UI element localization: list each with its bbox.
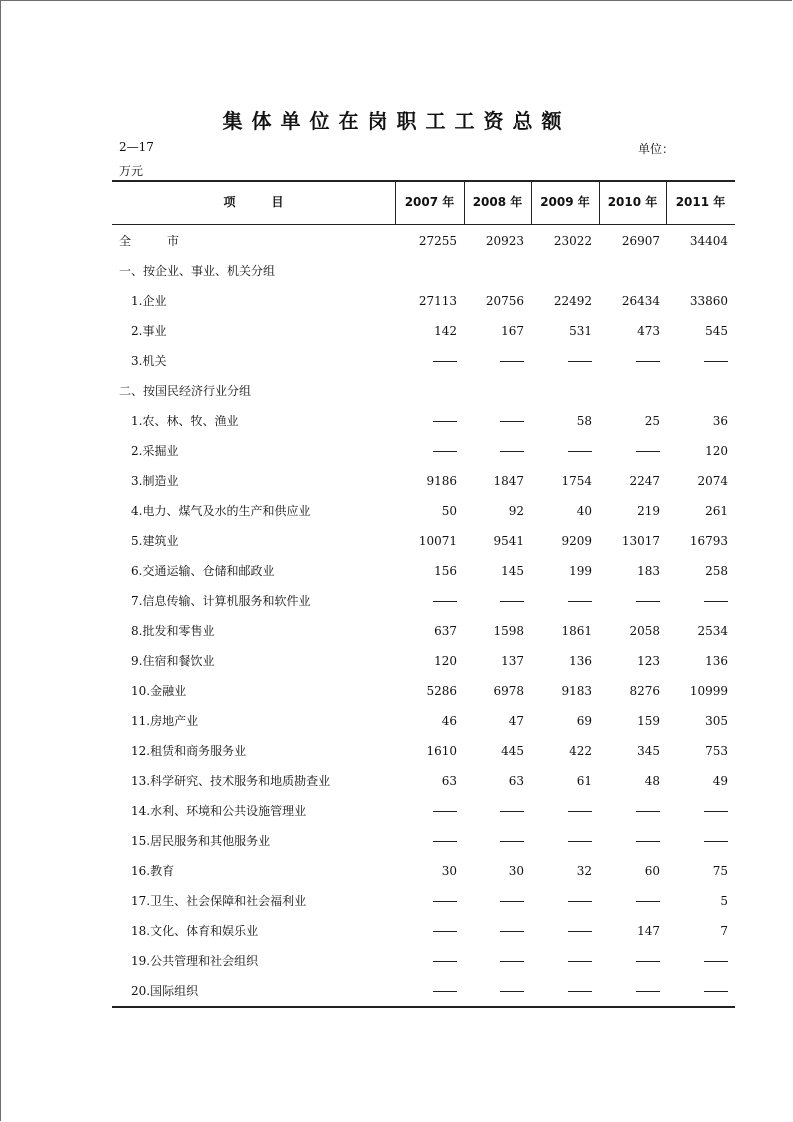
empty-value-dash: [636, 841, 660, 842]
value-cell: 345: [637, 744, 660, 758]
value-cell: 9209: [561, 534, 592, 548]
row-label: 15.居民服务和其他服务业: [131, 834, 271, 848]
row-label: 3.机关: [131, 354, 167, 368]
row-label: 4.电力、煤气及水的生产和供应业: [131, 504, 311, 518]
value-cell: 30: [441, 864, 457, 878]
empty-value-dash: [500, 931, 524, 932]
value-cell: 30: [508, 864, 524, 878]
value-cell: 145: [501, 564, 524, 578]
unit-value: 万元: [119, 164, 144, 178]
table-row: [112, 736, 735, 766]
table-row: [112, 646, 735, 676]
empty-value-dash: [500, 601, 524, 602]
value-cell: 27113: [418, 294, 457, 308]
header-year-2007: 2007 年: [404, 195, 455, 209]
row-label: 1.企业: [131, 294, 167, 308]
value-cell: 1610: [426, 744, 457, 758]
empty-value-dash: [433, 421, 457, 422]
value-cell: 2058: [629, 624, 660, 638]
row-label: 一、按企业、事业、机关分组: [119, 264, 276, 278]
row-label: 19.公共管理和社会组织: [131, 954, 259, 968]
value-cell: 531: [569, 324, 592, 338]
value-cell: 183: [637, 564, 660, 578]
table-row: [112, 406, 735, 436]
value-cell: 60: [644, 864, 660, 878]
empty-value-dash: [636, 601, 660, 602]
empty-value-dash: [568, 841, 592, 842]
table-row: [112, 916, 735, 946]
header-year-2009: 2009 年: [540, 195, 590, 209]
row-label: 1.农、林、牧、渔业: [131, 414, 239, 428]
value-cell: 2074: [697, 474, 728, 488]
empty-value-dash: [704, 841, 728, 842]
empty-value-dash: [704, 811, 728, 812]
value-cell: 20756: [485, 294, 524, 308]
empty-value-dash: [500, 841, 524, 842]
empty-value-dash: [636, 991, 660, 992]
table-row: [112, 346, 735, 376]
table-row: [112, 286, 735, 316]
value-cell: 27255: [418, 234, 457, 248]
value-cell: 9541: [493, 534, 524, 548]
row-label: 12.租赁和商务服务业: [131, 744, 247, 758]
row-label: 2.采掘业: [131, 444, 179, 458]
row-label: 11.房地产业: [131, 714, 199, 728]
value-cell: 63: [508, 774, 524, 788]
value-cell: 47: [508, 714, 524, 728]
value-cell: 637: [434, 624, 457, 638]
value-cell: 9183: [561, 684, 592, 698]
value-cell: 69: [576, 714, 592, 728]
value-cell: 156: [434, 564, 457, 578]
table-row: [112, 616, 735, 646]
value-cell: 261: [705, 504, 728, 518]
empty-value-dash: [704, 961, 728, 962]
header-item: 项 目: [223, 195, 284, 209]
value-cell: 147: [637, 924, 660, 938]
value-cell: 58: [576, 414, 592, 428]
value-cell: 1598: [493, 624, 524, 638]
empty-value-dash: [433, 361, 457, 362]
table-row: [112, 466, 735, 496]
table-row: [112, 886, 735, 916]
value-cell: 75: [712, 864, 728, 878]
table-row: [112, 436, 735, 466]
empty-value-dash: [568, 961, 592, 962]
empty-value-dash: [500, 811, 524, 812]
value-cell: 120: [705, 444, 728, 458]
value-cell: 1847: [493, 474, 524, 488]
value-cell: 8276: [629, 684, 660, 698]
empty-value-dash: [500, 361, 524, 362]
empty-value-dash: [433, 931, 457, 932]
value-cell: 5286: [426, 684, 457, 698]
row-label: 二、按国民经济行业分组: [119, 384, 252, 398]
empty-value-dash: [636, 451, 660, 452]
empty-value-dash: [704, 361, 728, 362]
value-cell: 753: [705, 744, 728, 758]
value-cell: 34404: [689, 234, 728, 248]
value-cell: 92: [508, 504, 524, 518]
value-cell: 16793: [689, 534, 728, 548]
value-cell: 7: [720, 924, 728, 938]
table-row: [112, 586, 735, 616]
page-title: 集体单位在岗职工工资总额: [222, 109, 571, 133]
row-label: 3.制造业: [131, 474, 179, 488]
value-cell: 26907: [621, 234, 660, 248]
table-row: [112, 826, 735, 856]
row-label: 16.教育: [131, 864, 175, 878]
value-cell: 123: [637, 654, 660, 668]
value-cell: 422: [569, 744, 592, 758]
value-cell: 13017: [621, 534, 660, 548]
value-cell: 2534: [697, 624, 728, 638]
value-cell: 219: [637, 504, 660, 518]
empty-value-dash: [433, 991, 457, 992]
table-row: [112, 526, 735, 556]
row-label: 13.科学研究、技术服务和地质勘查业: [131, 774, 331, 788]
table-row: [112, 766, 735, 796]
empty-value-dash: [636, 811, 660, 812]
value-cell: 10071: [418, 534, 457, 548]
value-cell: 136: [569, 654, 592, 668]
value-cell: 40: [576, 504, 592, 518]
value-cell: 167: [501, 324, 524, 338]
empty-value-dash: [568, 991, 592, 992]
value-cell: 50: [441, 504, 457, 518]
value-cell: 120: [434, 654, 457, 668]
value-cell: 36: [712, 414, 728, 428]
empty-value-dash: [636, 901, 660, 902]
value-cell: 9186: [426, 474, 457, 488]
value-cell: 305: [705, 714, 728, 728]
row-label: 5.建筑业: [131, 534, 179, 548]
value-cell: 137: [501, 654, 524, 668]
value-cell: 199: [569, 564, 592, 578]
row-label: 7.信息传输、计算机服务和软件业: [131, 594, 311, 608]
empty-value-dash: [568, 601, 592, 602]
value-cell: 25: [644, 414, 660, 428]
table-row: [112, 856, 735, 886]
row-label: 2.事业: [131, 324, 167, 338]
empty-value-dash: [433, 451, 457, 452]
value-cell: 33860: [689, 294, 728, 308]
table-bottom-rule: [112, 1006, 735, 1008]
value-cell: 26434: [621, 294, 660, 308]
empty-value-dash: [433, 811, 457, 812]
empty-value-dash: [500, 991, 524, 992]
value-cell: 473: [637, 324, 660, 338]
value-cell: 61: [576, 774, 592, 788]
value-cell: 46: [441, 714, 457, 728]
empty-value-dash: [636, 361, 660, 362]
empty-value-dash: [636, 961, 660, 962]
empty-value-dash: [704, 991, 728, 992]
value-cell: 49: [712, 774, 728, 788]
value-cell: 10999: [689, 684, 728, 698]
value-cell: 22492: [553, 294, 592, 308]
row-label: 18.文化、体育和娱乐业: [131, 924, 259, 938]
table-row: [112, 316, 735, 346]
row-label: 8.批发和零售业: [131, 624, 215, 638]
row-label: 6.交通运输、仓储和邮政业: [131, 564, 275, 578]
value-cell: 159: [637, 714, 660, 728]
row-label: 17.卫生、社会保障和社会福利业: [131, 894, 307, 908]
value-cell: 445: [501, 744, 524, 758]
value-cell: 136: [705, 654, 728, 668]
empty-value-dash: [568, 451, 592, 452]
empty-value-dash: [568, 361, 592, 362]
value-cell: 20923: [485, 234, 524, 248]
value-cell: 5: [720, 894, 728, 908]
empty-value-dash: [568, 931, 592, 932]
value-cell: 63: [441, 774, 457, 788]
table-row: [112, 796, 735, 826]
value-cell: 1754: [561, 474, 592, 488]
table-row: [112, 226, 735, 256]
empty-value-dash: [704, 601, 728, 602]
table-row: [112, 256, 735, 286]
table-row: [112, 556, 735, 586]
empty-value-dash: [433, 961, 457, 962]
table-row: [112, 706, 735, 736]
empty-value-dash: [568, 811, 592, 812]
value-cell: 32: [576, 864, 592, 878]
table-row: [112, 376, 735, 406]
row-label: 14.水利、环境和公共设施管理业: [131, 804, 307, 818]
header-year-2011: 2011 年: [675, 195, 726, 209]
value-cell: 6978: [493, 684, 524, 698]
empty-value-dash: [433, 841, 457, 842]
value-cell: 545: [705, 324, 728, 338]
header-year-2010: 2010 年: [607, 195, 658, 209]
row-label: 全 市: [119, 234, 180, 248]
empty-value-dash: [500, 421, 524, 422]
table-row: [112, 946, 735, 976]
empty-value-dash: [433, 901, 457, 902]
row-label: 9.住宿和餐饮业: [131, 654, 215, 668]
value-cell: 48: [644, 774, 660, 788]
empty-value-dash: [500, 451, 524, 452]
value-cell: 142: [434, 324, 457, 338]
empty-value-dash: [433, 601, 457, 602]
table-row: [112, 976, 735, 1006]
value-cell: 2247: [629, 474, 660, 488]
table-number: 2—17: [119, 140, 154, 154]
value-cell: 23022: [553, 234, 592, 248]
empty-value-dash: [500, 901, 524, 902]
row-label: 20.国际组织: [131, 984, 199, 998]
table-row: [112, 676, 735, 706]
table-row: [112, 496, 735, 526]
unit-label: 单位：: [638, 142, 675, 156]
row-label: 10.金融业: [131, 684, 187, 698]
value-cell: 1861: [561, 624, 592, 638]
empty-value-dash: [500, 961, 524, 962]
empty-value-dash: [568, 901, 592, 902]
header-year-2008: 2008 年: [472, 195, 523, 209]
value-cell: 258: [705, 564, 728, 578]
